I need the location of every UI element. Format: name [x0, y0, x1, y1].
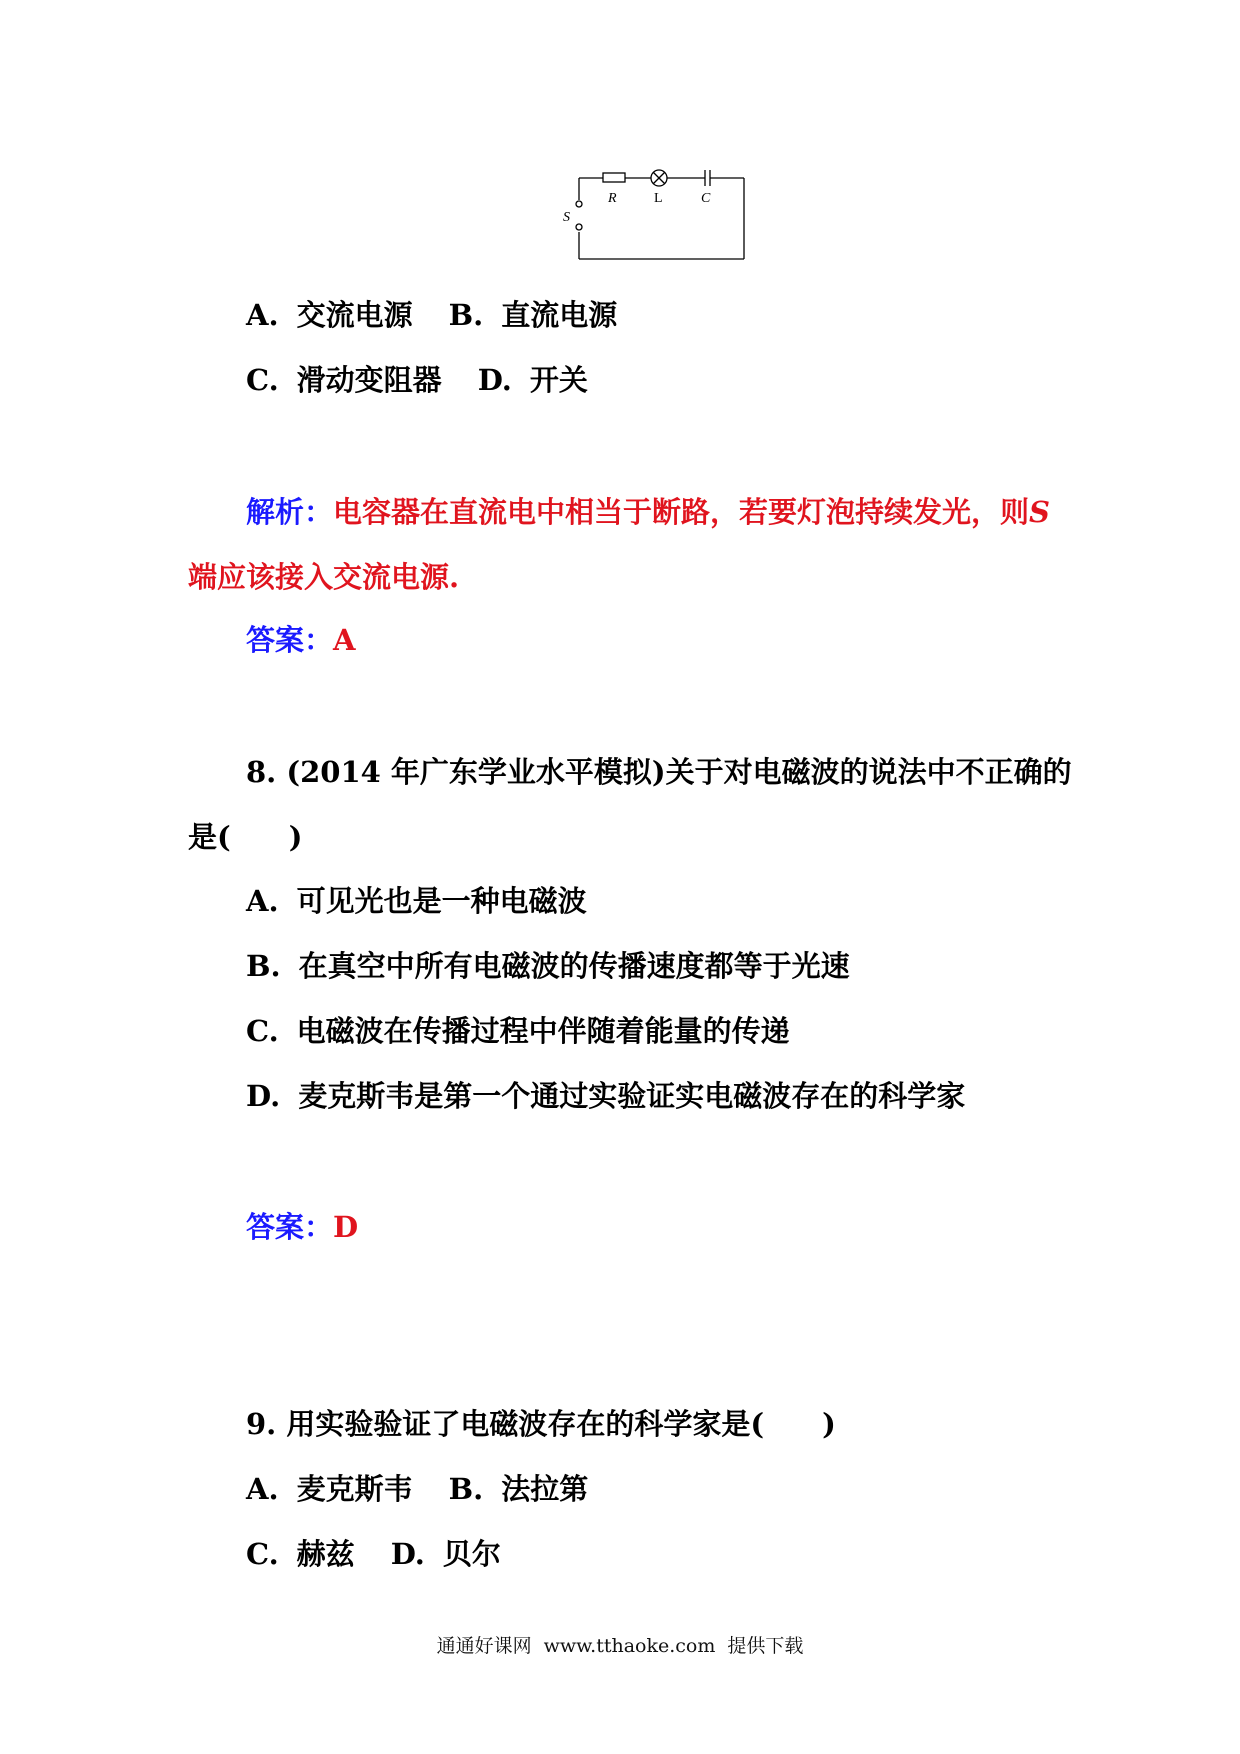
option-text: 法拉第 — [501, 1472, 589, 1506]
q7-options-row-2 — [246, 360, 588, 400]
option-text: 滑动变阻器 — [296, 363, 442, 397]
q9-options-row-2 — [246, 1534, 501, 1574]
label-c: C — [701, 191, 711, 206]
page-footer — [0, 1633, 1240, 1659]
q9-stem-text: 9. 用实验验证了电磁波存在的科学家是( — [246, 1407, 765, 1441]
option-letter: C. — [246, 363, 279, 397]
option-letter: D. — [477, 363, 512, 397]
option-text: 在真空中所有电磁波的传播速度都等于光速 — [298, 949, 850, 983]
q8-stem-line-1: 8. (2014 年广东学业水平模拟)关于对电磁波的说法中不正确的 — [246, 755, 1072, 789]
option-letter: D. — [246, 1079, 281, 1113]
option-text: 麦克斯韦 — [296, 1472, 413, 1506]
circuit-diagram — [545, 160, 750, 265]
q8-stem-close: ) — [288, 820, 303, 854]
q8-answer — [246, 1207, 358, 1247]
option-letter: A. — [246, 884, 279, 918]
option-text: 可见光也是一种电磁波 — [296, 884, 587, 918]
q8-stem-line-2 — [188, 817, 302, 857]
q7-analysis-line-1 — [246, 492, 1050, 532]
analysis-text: 电容器在直流电中相当于断路，若要灯泡持续发光，则 — [333, 495, 1030, 529]
answer-label: 答案： — [246, 623, 334, 657]
footer-note: 提供下载 — [727, 1635, 804, 1657]
label-s: S — [563, 210, 570, 225]
option-text: 贝尔 — [442, 1537, 501, 1571]
analysis-variable: S — [1029, 495, 1050, 529]
option-letter: C. — [246, 1537, 279, 1571]
q9-stem-close: ) — [822, 1407, 836, 1441]
option-letter: B. — [448, 298, 484, 332]
option-text: 直流电源 — [501, 298, 618, 332]
q8-option-a — [246, 881, 587, 921]
answer-value: D — [333, 1210, 359, 1244]
footer-site-name: 通通好课网 — [436, 1635, 532, 1657]
option-letter: C. — [246, 1014, 279, 1048]
q9-options-row-1 — [246, 1469, 588, 1509]
q8-option-d — [246, 1076, 965, 1116]
q7-analysis-line-2: 端应该接入交流电源. — [188, 560, 460, 594]
option-letter: B. — [246, 949, 281, 983]
option-text: 电磁波在传播过程中伴随着能量的传递 — [296, 1014, 790, 1048]
label-l: L — [654, 191, 663, 206]
answer-label: 答案： — [246, 1210, 334, 1244]
switch-terminal-bottom — [576, 224, 582, 230]
option-letter: A. — [246, 298, 279, 332]
q7-answer — [246, 620, 356, 660]
q7-options-row-1 — [246, 295, 617, 335]
analysis-label: 解析： — [246, 495, 334, 529]
option-text: 麦克斯韦是第一个通过实验证实电磁波存在的科学家 — [298, 1079, 966, 1113]
label-r: R — [608, 191, 617, 206]
option-letter: A. — [246, 1472, 279, 1506]
q9-stem — [246, 1404, 836, 1444]
option-text: 开关 — [529, 363, 588, 397]
switch-terminal-top — [576, 201, 582, 207]
q8-stem-text: 是( — [188, 820, 231, 854]
q8-option-b — [246, 946, 850, 986]
option-text: 交流电源 — [296, 298, 413, 332]
option-text: 赫兹 — [296, 1537, 355, 1571]
option-letter: B. — [448, 1472, 484, 1506]
resistor-symbol — [603, 173, 625, 182]
q8-option-c — [246, 1011, 790, 1051]
option-letter: D. — [390, 1537, 425, 1571]
footer-url[interactable]: www.tthaoke.com — [543, 1635, 716, 1657]
answer-value: A — [333, 623, 356, 657]
